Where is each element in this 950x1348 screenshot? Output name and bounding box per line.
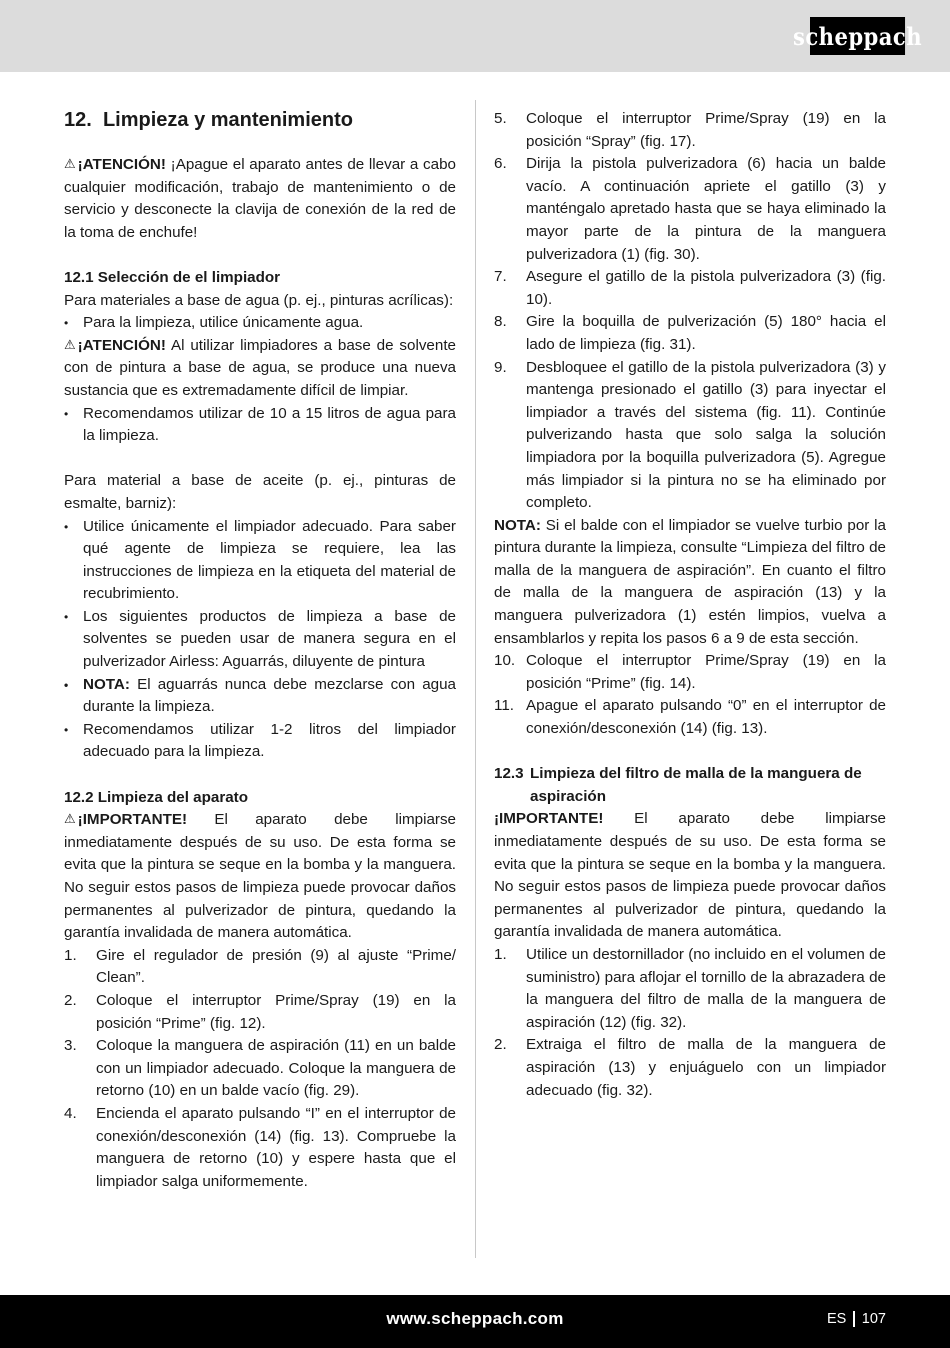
- numbered-step: 11. Apague el aparato pulsando “0” en el interruptor de conexión/desconexión (14) (fig. 13).: [494, 697, 886, 738]
- numbered-step: 1. Utilice un destornillador (no incluido en el volumen de suministro) para aflojar el tornillo de la abrazadera de la manguera del filtro de malla de la manguera de aspiración (12) (fig. 32).: [494, 945, 886, 1031]
- page-separator: [853, 1311, 855, 1327]
- list-item: • Recomendamos utilizar de 10 a 15 litros de agua para la limpieza.: [64, 403, 456, 448]
- warning-icon: ⚠: [64, 156, 76, 171]
- attention-paragraph-2: ⚠ ¡ATENCIÓN! Al utilizar limpiadores a base de solvente con de pintura a base de agua, se produce una nueva sustancia que es extremadamente difícil de limpiar.: [64, 336, 456, 399]
- numbered-step: 4. Encienda el aparato pulsando “I” en el interruptor de conexión/desconexión (14) (fig. 13). Compruebe la manguera de retorno (10) y espere hasta que el limpiador salga uniformemente.: [64, 1104, 456, 1190]
- right-column: [494, 108, 886, 1102]
- page-indicator: [827, 1311, 886, 1327]
- oil-intro: Para material a base de aceite (p. ej., pinturas de esmalte, barniz):: [64, 472, 456, 512]
- important-paragraph: ¡IMPORTANTE! El aparato debe limpiarse inmediatamente después de su uso. De esta forma se evita que la pintura se seque en la bomba y la manguera. No seguir estos pasos de limpieza puede provocar daños permanentes al pulverizador de pintura, quedando la garantía invalidada de manera automática.: [494, 810, 886, 941]
- subsection-title-12-1: 12.1 Selección de el limpiador: [64, 268, 281, 286]
- numbered-step: 2. Coloque el interruptor Prime/Spray (19) en la posición “Prime” (fig. 12).: [64, 991, 456, 1032]
- numbered-step: 10. Coloque el interruptor Prime/Spray (19) en la posición “Prime” (fig. 14).: [494, 652, 886, 692]
- numbered-step: 9. Desbloquee el gatillo de la pistola pulverizadora (3) y mantenga presionado el gatillo (3) para inyectar el limpiador a través del sistema (fig. 11). Continúe pulverizando hasta que solo salga la solución limpiadora por la boquilla pulverizadora (5). Agregue más limpiador si la pintura no se ha eliminado por completo.: [494, 358, 886, 512]
- subsection-title-12-3: 12.3 Limpieza del filtro de malla de la manguera de aspiración: [494, 765, 862, 805]
- warning-icon: ⚠: [64, 811, 76, 827]
- list-item-nota: • NOTA: El aguarrás nunca debe mezclarse con agua durante la limpieza.: [64, 674, 456, 719]
- footer-band: [0, 1295, 950, 1348]
- subsection-title-12-2: 12.2 Limpieza del aparato: [64, 788, 249, 806]
- numbered-step: 2. Extraiga el filtro de malla de la manguera de aspiración (13) y enjuáguelo con un limpiador adecuado (fig. 32).: [494, 1036, 886, 1099]
- list-item: • Recomendamos utilizar 1-2 litros del limpiador adecuado para la limpieza.: [64, 719, 456, 764]
- column-divider: [475, 100, 476, 1258]
- section-heading: 12. Limpieza y mantenimiento: [64, 109, 353, 131]
- numbered-step: 6. Dirija la pistola pulverizadora (6) hacia un balde vacío. A continuación apriete el gatillo (3) y manténgalo apretado hasta que se haya eliminado la mayor parte de la pintura de la manguera pulverizadora (1) (fig. 30).: [494, 155, 886, 263]
- numbered-step: 5. Coloque el interruptor Prime/Spray (19) en la posición “Spray” (fig. 17).: [494, 110, 886, 150]
- numbered-step: 3. Coloque la manguera de aspiración (11) en un balde con un limpiador adecuado. Coloque la manguera de retorno (10) en un balde vacío (fig. 29).: [64, 1037, 456, 1100]
- water-intro: Para materiales a base de agua (p. ej., pinturas acrílicas):: [64, 291, 454, 309]
- footer-url[interactable]: www.scheppach.com: [386, 1309, 564, 1328]
- page-number: 107: [861, 1311, 886, 1327]
- list-item: • Para la limpieza, utilice únicamente agua.: [64, 312, 456, 335]
- language-code: ES: [826, 1311, 847, 1327]
- list-item: • Los siguientes productos de limpieza a base de solventes se pueden usar de manera segura en el pulverizador Airless: Aguarrás, diluyente de pintura: [64, 606, 456, 674]
- brand-logo: scheppach: [810, 17, 905, 55]
- numbered-step: 8. Gire la boquilla de pulverización (5) 180° hacia el lado de limpieza (fig. 31).: [494, 313, 886, 353]
- left-column: [64, 108, 456, 1193]
- numbered-step: 7. Asegure el gatillo de la pistola pulverizadora (3) (fig. 10).: [494, 268, 886, 308]
- list-item: • Utilice únicamente el limpiador adecuado. Para saber qué agente de limpieza se requiere, lea las instrucciones de limpieza en la etiqueta del material de recubrimiento.: [64, 516, 456, 606]
- nota-paragraph: NOTA: Si el balde con el limpiador se vuelve turbio por la pintura durante la limpieza, consulte “Limpieza del filtro de malla de la manguera de aspiración”. En cuanto el filtro de malla de la manguera de aspiración (13) y la manguera pulverizadora (1) estén limpios, vuelva a ensamblarlos y repita los pasos 6 a 9 de esta sección.: [494, 516, 886, 647]
- warning-icon: ⚠: [64, 336, 76, 352]
- attention-paragraph: ⚠ ¡ATENCIÓN! ¡Apague el aparato antes de llevar a cabo cualquier modificación, trabajo de mantenimiento o de servicio y desconecte la clavija de conexión de la red de la toma de enchufe!: [64, 156, 456, 241]
- important-paragraph: ⚠ ¡IMPORTANTE! El aparato debe limpiarse inmediatamente después de su uso. De esta forma se evita que la pintura se seque en la bomba y la manguera. No seguir estos pasos de limpieza puede provocar daños permanentes al pulverizador de pintura, quedando la garantía invalidada de manera automática.: [64, 811, 456, 942]
- numbered-step: 1. Gire el regulador de presión (9) al ajuste “Prime/ Clean”.: [64, 946, 456, 987]
